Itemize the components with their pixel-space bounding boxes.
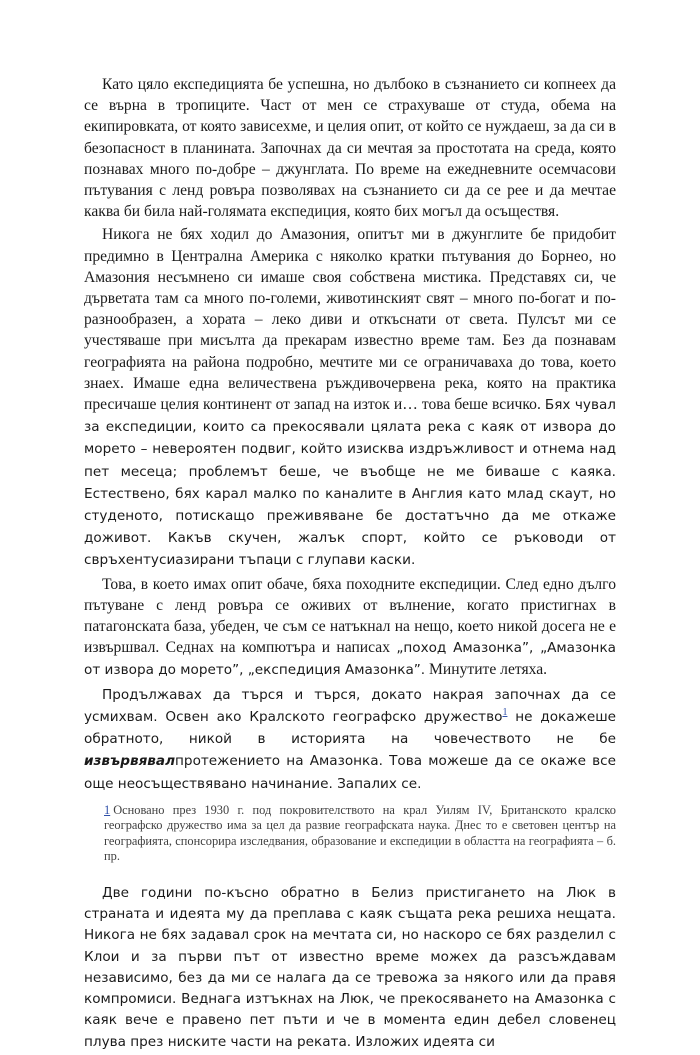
- footnote-text: Основано през 1930 г. под покровителството на крал Уилям IV, Британското кралско географско дружество има за цел да развие географската наука. Днес то е световен център на географията, спонсорира изследвания, образование и експедиции в областта на географията – б. пр.: [104, 802, 616, 864]
- paragraph-amazonia: [84, 224, 616, 571]
- paragraph-text: Минутите летяха.: [425, 661, 548, 679]
- footnote-reference-link[interactable]: 1: [502, 706, 508, 718]
- paragraph-text: Това, в което имах опит обаче, бяха походните експедиции. След едно дълго пътуване с ленд ровъра се оживих от вълнение, когато пристигнах в патагонската база, убеден, че съм се натъкнал на нещо, което никой досега не е извършвал. Седнах на компютъра и написах: [84, 575, 616, 657]
- paragraph-text-alt-font: Бях чувал за експедиции, които са прекосявали цялата река с каяк от извора до морето – невероятен подвиг, който изисква издръжливост и отнема над пет месеца; проблемът беше, че въобще не ме биваше с каяка. Естествено, бях карал малко по каналите в Англия като млад скаут, но студеното, потискащо преживяване бе достатъчно да ме откаже доживот. Какъв скучен, жалък спорт, който се ръководи от свръхентусиазирани тъпаци с глупави каски.: [84, 397, 616, 569]
- paragraph-text-alt-font: протежението на Амазонка. Това можеше да се окаже все още неосъществявано начинание. Запалих се.: [84, 753, 616, 792]
- paragraph-research: [84, 684, 616, 795]
- paragraph-two-years-later: [84, 883, 616, 1053]
- paragraph-text: Като цяло експедицията бе успешна, но дълбоко в съзнанието си копнеех да се върна в тропиците. Част от мен се страхуваше от студа, обема на екипировката, от която зависехме, и целия опит, от който се нуждаеш, за да си в безопасност в планината. Започнах да си мечтая за простотата на среда, която познавах много по-добре – джунглата. По време на ежедневните осемчасови пътувания с ленд ровъра позволявах на съзнанието си да се рее и да мечтае каква би била най-голямата експедиция, която бих могъл да осъществя.: [84, 76, 616, 221]
- emphasized-word: извървявал: [84, 753, 176, 770]
- paragraph-text-alt-font: Продължавах да търся и търся, докато накрая започнах да се усмихвам. Освен ако Кралското географско дружество: [84, 686, 616, 725]
- paragraph-text: Никога не бях ходил до Амазония, опитът ми в джунглите бе придобит предимно в Централна Америка с няколко кратки пътувания до Борнео, но Амазония несъмнено си имаше своя собствена мистика. Представях си, че дърветата там са много по-големи, животинският свят – много по-богат и по-разнообразен, а хората – леко диви и откъснати от света. Пулсът ми се учестяваше при мисълта да прекарам известно време там. Без да познавам географията на района подробно, мечтите ми се ограничаваха до това, което знаех. Имаше една величествена ръждивочервена река, която на практика пресичаше целия континент от запад на изток и… това беше всичко.: [84, 226, 616, 414]
- paragraph-hiking-expeditions: [84, 574, 616, 682]
- footnote: [104, 803, 616, 865]
- search-terms: „поход Амазонка”, „Амазонка от извора до морето”, „експедиция Амазонка”.: [84, 640, 616, 679]
- book-page: [84, 74, 616, 1055]
- paragraph-text: Две години по-късно обратно в Белиз пристигането на Люк в страната и идеята му да преплава с каяк същата река решиха нещата. Никога не бях задавал срок на мечтата си, но наскоро се бях разделил с Клои и за първи път от известно време можех да разсъждавам независимо, без да ми се налага да се тревожа за някого или да правя компромиси. Веднага изтъкнах на Люк, че прекосяването на Амазонка с каяк вече е правено пет пъти и че в момента един дебел словенец плува през ниските части на реката. Изложих идеята си: [84, 885, 616, 1050]
- paragraph-expedition-success: [84, 74, 616, 222]
- paragraph-text-alt-font: не докажеше обратното, никой в историята на човечеството не бе: [84, 708, 616, 748]
- footnote-number-link[interactable]: 1: [104, 802, 111, 817]
